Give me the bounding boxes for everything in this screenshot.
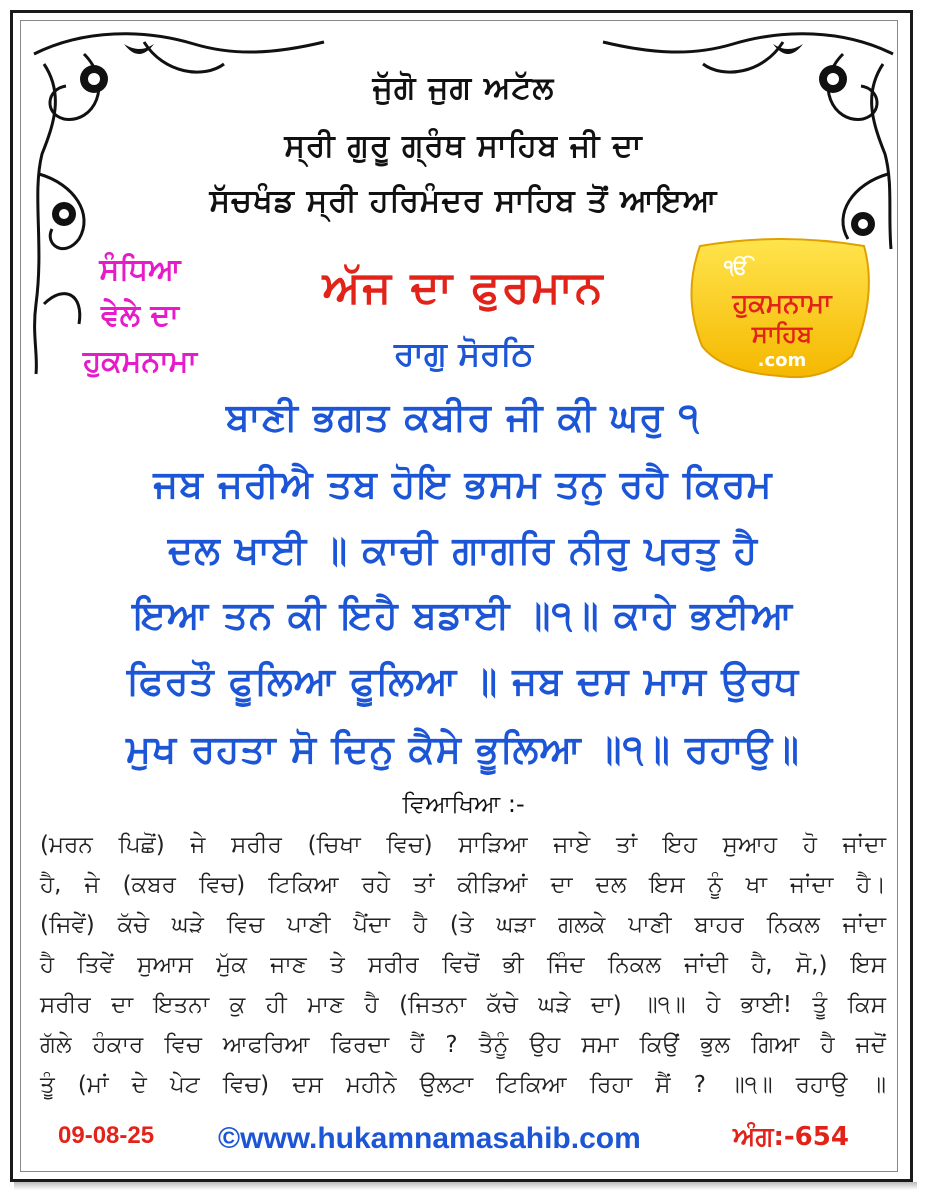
hukamnama-sahib-logo [682, 236, 878, 382]
header-line-3: ਸੱਚਖੰਡ ਸ੍ਰੀ ਹਰਿਮੰਦਰ ਸਾਹਿਬ ਤੋਂ ਆਇਆ [209, 183, 718, 219]
explanation-line: (ਮਰਨ ਪਿਛੋਂ) ਜੇ ਸਰੀਰ (ਚਿਖਾ ਵਿਚ) ਸਾੜਿਆ ਜਾਏ ਤਾਂ ਇਹ ਸੁਆਹ ਹੋ ਜਾਂਦਾ [40, 832, 886, 858]
side-title-line-1: ਸੰਧਿਆ [99, 252, 181, 287]
bani-line: ਇਆ ਤਨ ਕੀ ਇਹੈ ਬਡਾਈ ॥੧॥ ਕਾਹੇ ਭਈਆ [132, 593, 794, 637]
footer-date: 09-08-25 [58, 1122, 155, 1149]
logo-line-1: ਹੁਕਮਨਾਮਾ [732, 289, 832, 319]
header-line-1: ਜੁੱਗੋ ਜੁਗ ਅਟੱਲ [372, 70, 555, 106]
bani-line: ਜਬ ਜਰੀਐ ਤਬ ਹੋਇ ਭਸਮ ਤਨੁ ਰਹੈ ਕਿਰਮ [153, 462, 773, 506]
logo-line-3: .com [757, 350, 807, 371]
explanation-heading: ਵਿਆਖਿਆ :- [402, 790, 525, 818]
footer-website-link[interactable]: ©www.hukamnamasahib.com [218, 1122, 641, 1155]
explanation-line: (ਜਿਵੇਂ) ਕੱਚੇ ਘੜੇ ਵਿਚ ਪਾਣੀ ਪੈਂਦਾ ਹੈ (ਤੇ ਘੜਾ ਗਲਕੇ ਪਾਣੀ ਬਾਹਰ ਨਿਕਲ ਜਾਂਦਾ [40, 912, 886, 938]
logo-line-2: ਸਾਹਿਬ [751, 320, 813, 348]
side-title-line-3: ਹੁਕਮਨਾਮਾ [82, 344, 198, 379]
raag-title: ਰਾਗੁ ਸੋਰਠਿ [393, 334, 534, 373]
bani-line: ਮੁਖ ਰਹਤਾ ਸੋ ਦਿਨੁ ਕੈਸੇ ਭੂਲਿਆ ॥੧॥ ਰਹਾਉ॥ [126, 727, 800, 771]
explanation-line: ਗੱਲੇ ਹੰਕਾਰ ਵਿਚ ਆਫਰਿਆ ਫਿਰਦਾ ਹੈਂ ? ਤੈਨੂੰ ਉਹ ਸਮਾ ਕਿਉਂ ਭੁਲ ਗਿਆ ਹੈ ਜਦੋਂ [40, 1032, 886, 1058]
footer-ang-number: ਅੰਗ:-654 [733, 1122, 849, 1152]
bani-line: ਦਲ ਖਾਈ ॥ ਕਾਚੀ ਗਾਗਰਿ ਨੀਰੁ ਪਰਤੁ ਹੈ [167, 528, 759, 572]
header-line-2: ਸ੍ਰੀ ਗੁਰੂ ਗ੍ਰੰਥ ਸਾਹਿਬ ਜੀ ਦਾ [284, 128, 643, 164]
bani-line: ਫਿਰਤੌ ਫੂਲਿਆ ਫੂਲਿਆ ॥ ਜਬ ਦਸ ਮਾਸ ਉਰਧ [126, 659, 800, 703]
page-title: ਅੱਜ ਦਾ ਫੁਰਮਾਨ [322, 262, 605, 313]
logo-symbol: ੴ [724, 255, 749, 279]
explanation-line: ਸਰੀਰ ਦਾ ਇਤਨਾ ਕੁ ਹੀ ਮਾਣ ਹੈ (ਜਿਤਨਾ ਕੱਚੇ ਘੜੇ ਦਾ) ॥੧॥ ਹੇ ਭਾਈ! ਤੂੰ ਕਿਸ [40, 992, 886, 1018]
side-title-line-2: ਵੇਲੇ ਦਾ [101, 298, 179, 333]
bani-line: ਬਾਣੀ ਭਗਤ ਕਬੀਰ ਜੀ ਕੀ ਘਰੁ ੧ [226, 395, 700, 439]
explanation-line: ਹੈ ਤਿਵੇਂ ਸੁਆਸ ਮੁੱਕ ਜਾਣ ਤੇ ਸਰੀਰ ਵਿਚੋਂ ਭੀ ਜਿੰਦ ਨਿਕਲ ਜਾਂਦੀ ਹੈ, ਸੋ,) ਇਸ [40, 952, 886, 978]
explanation-line: ਹੈ, ਜੇ (ਕਬਰ ਵਿਚ) ਟਿਕਿਆ ਰਹੇ ਤਾਂ ਕੀੜਿਆਂ ਦਾ ਦਲ ਇਸ ਨੂੰ ਖਾ ਜਾਂਦਾ ਹੈ। [40, 872, 886, 898]
explanation-line: ਤੂੰ (ਮਾਂ ਦੇ ਪੇਟ ਵਿਚ) ਦਸ ਮਹੀਨੇ ਉਲਟਾ ਟਿਕਿਆ ਰਿਹਾ ਸੈਂ ? ॥੧॥ ਰਹਾਉ ॥ [40, 1072, 886, 1098]
page-shadow [14, 1182, 917, 1190]
